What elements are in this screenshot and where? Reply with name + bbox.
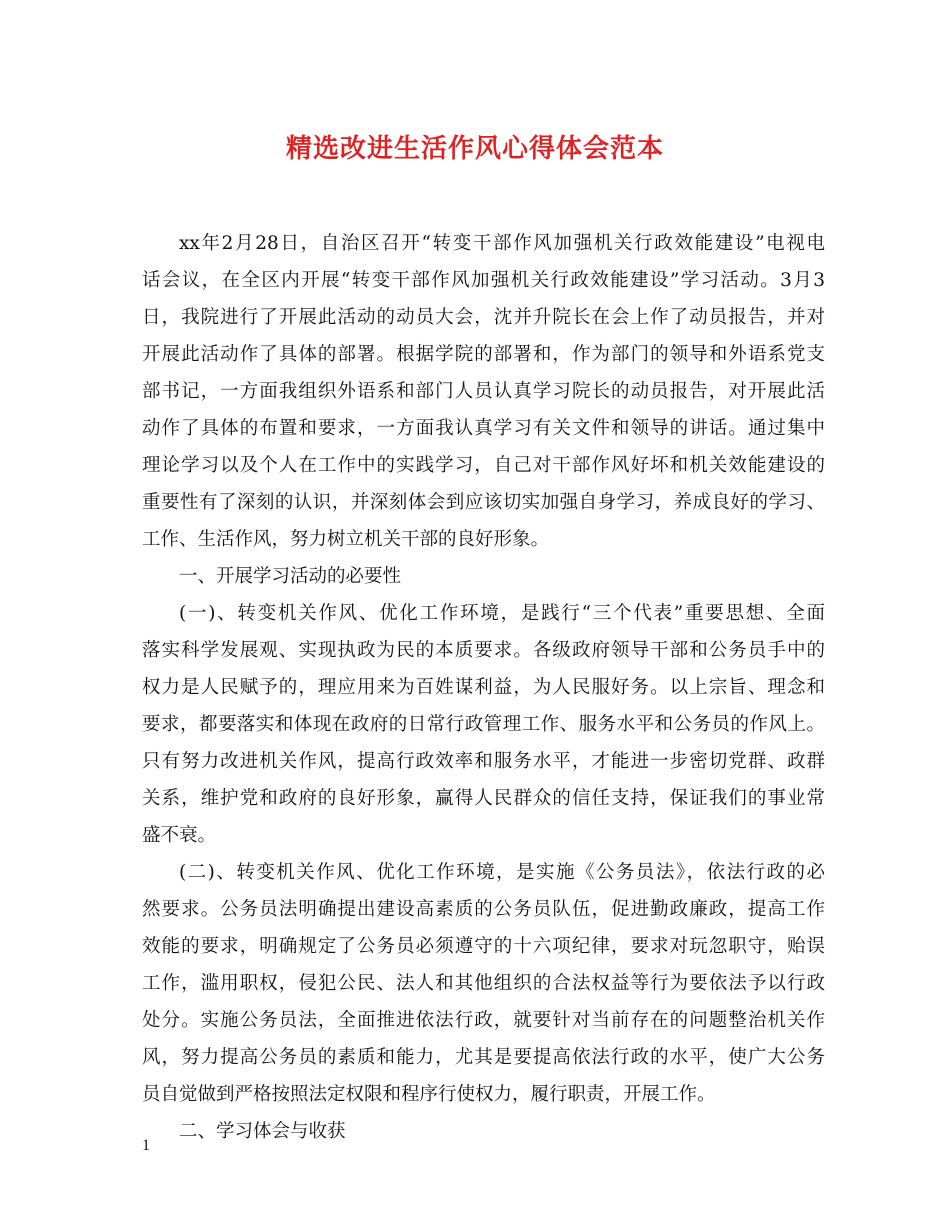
- text-line: 话会议，在全区内开展“转变干部作风加强机关行政效能建设”学习活动。3月3: [142, 270, 825, 291]
- document-title: 精选改进生活作风心得体会范本: [285, 134, 664, 164]
- page-number: 1: [142, 1137, 150, 1154]
- text-line: 理论学习以及个人在工作中的实践学习，自己对干部作风好坏和机关效能建设的: [142, 455, 825, 476]
- text-line: 工作、生活作风，努力树立机关干部的良好形象。: [142, 529, 550, 550]
- text-line: 开展此活动作了具体的部署。根据学院的部署和，作为部门的领导和外语系党支: [142, 344, 825, 365]
- text-line: 要求，都要落实和体现在政府的日常行政管理工作、服务水平和公务员的作风上。: [142, 714, 825, 735]
- text-line: 关系，维护党和政府的良好形象，赢得人民群众的信任支持，保证我们的事业常: [142, 788, 825, 809]
- text-line: 只有努力改进机关作风，提高行政效率和服务水平，才能进一步密切党群、政群: [142, 751, 825, 772]
- text-line: 风，努力提高公务员的素质和能力，尤其是要提高依法行政的水平，使广大公务: [142, 1047, 825, 1068]
- text-line: xx年2月28日，自治区召开“转变干部作风加强机关行政效能建设”电视电: [179, 233, 825, 254]
- text-line: 然要求。公务员法明确提出建设高素质的公务员队伍，促进勤政廉政，提高工作: [142, 899, 825, 920]
- text-line: 重要性有了深刻的认识，并深刻体会到应该切实加强自身学习，养成良好的学习、: [142, 492, 825, 513]
- text-line: 员自觉做到严格按照法定权限和程序行使权力，履行职责，开展工作。: [142, 1084, 716, 1105]
- section-heading: 二、学习体会与收获: [179, 1121, 346, 1142]
- text-line: 权力是人民赋予的，理应用来为百姓谋利益，为人民服好务。以上宗旨、理念和: [142, 677, 825, 698]
- text-line: 工作，滥用职权，侵犯公民、法人和其他组织的合法权益等行为要依法予以行政: [142, 973, 825, 994]
- section-heading: 一、开展学习活动的必要性: [179, 566, 402, 587]
- text-line: 效能的要求，明确规定了公务员必须遵守的十六项纪律，要求对玩忽职守，贻误: [142, 936, 825, 957]
- text-line: 日，我院进行了开展此活动的动员大会，沈并升院长在会上作了动员报告，并对: [142, 307, 825, 328]
- text-line: 落实科学发展观、实现执政为民的本质要求。各级政府领导干部和公务员手中的: [142, 640, 825, 661]
- text-line: (二)、转变机关作风、优化工作环境，是实施《公务员法》，依法行政的必: [179, 862, 825, 883]
- text-line: (一)、转变机关作风、优化工作环境，是践行“三个代表”重要思想、全面: [179, 603, 825, 624]
- document-body: [142, 225, 825, 1150]
- text-line: 处分。实施公务员法，全面推进依法行政，就要针对当前存在的问题整治机关作: [142, 1010, 825, 1031]
- text-line: 动作了具体的布置和要求，一方面我认真学习有关文件和领导的讲话。通过集中: [142, 418, 825, 439]
- text-line: 部书记，一方面我组织外语系和部门人员认真学习院长的动员报告，对开展此活: [142, 381, 825, 402]
- text-line: 盛不衰。: [142, 825, 217, 846]
